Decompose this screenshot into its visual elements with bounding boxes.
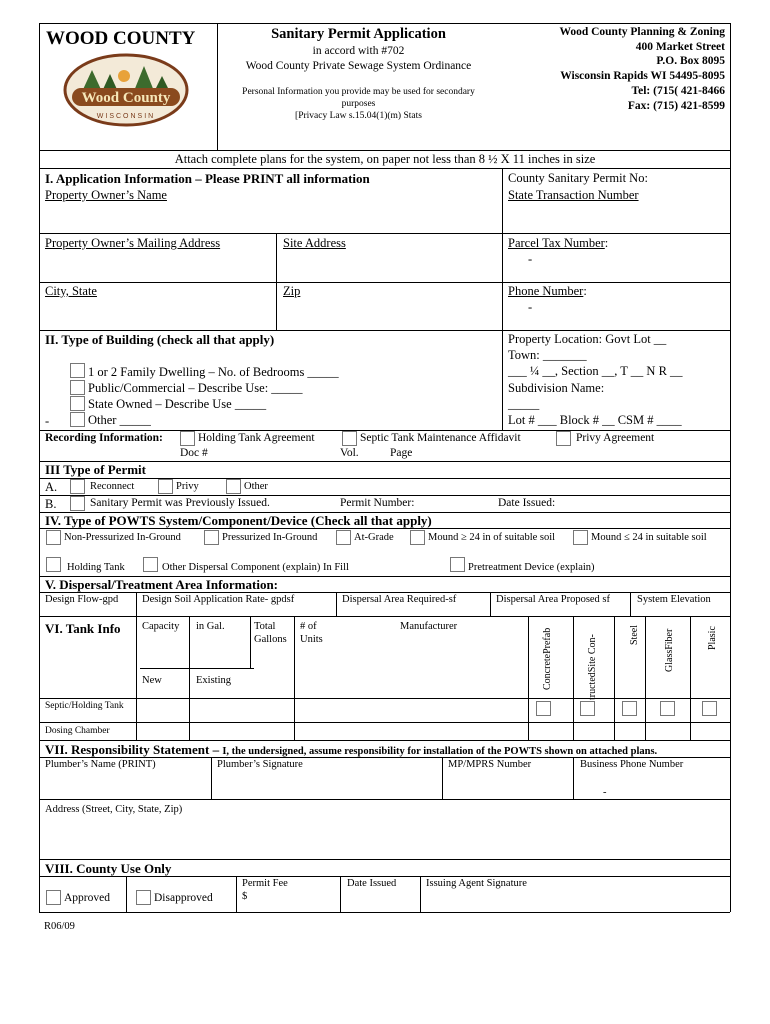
date-issued-county-label[interactable]: Date Issued — [347, 878, 397, 889]
building-type-3-label: State Owned – Describe Use _____ — [88, 397, 267, 411]
permit-fee-dollar: $ — [242, 891, 248, 902]
other-dispersal-checkbox[interactable] — [143, 557, 158, 572]
disapproved-label: Disapproved — [154, 892, 213, 904]
area-required-label[interactable]: Dispersal Area Required-sf — [342, 594, 457, 605]
septic-holding-row-label: Septic/Holding Tank — [45, 701, 124, 711]
privy-label: Privy — [176, 481, 199, 492]
address-line-4: Wisconsin Rapids WI 54495-8095 — [560, 70, 725, 82]
zip-label[interactable]: Zip — [283, 284, 301, 298]
plumber-signature-label[interactable]: Plumber’s Signature — [217, 759, 303, 770]
total-label-2: Gallons — [254, 634, 287, 645]
section-1-heading: I. Application Information – Please PRINT all information — [45, 171, 370, 186]
section-3-heading: III Type of Permit — [45, 462, 146, 477]
permit-fee-label[interactable]: Permit Fee — [242, 878, 288, 889]
other-dispersal-label: Other Dispersal Component (explain) In Fill — [162, 562, 349, 573]
new-label: New — [142, 675, 162, 686]
plumber-address-label[interactable]: Address (Street, City, State, Zip) — [45, 804, 183, 815]
steel-septic-checkbox[interactable] — [622, 701, 637, 716]
existing-label: Existing — [196, 675, 232, 686]
privacy-note-1: Personal Information you provide may be used for secondary — [242, 87, 475, 97]
city-state-label[interactable]: City, State — [45, 284, 97, 298]
reconnect-label: Reconnect — [90, 481, 135, 492]
material-site-constructed: tructedSite Con- — [587, 634, 598, 700]
section-4-heading: IV. Type of POWTS System/Component/Device (Check all that apply) — [45, 513, 432, 528]
property-location-2: Town: _______ — [508, 348, 587, 362]
building-type-1-checkbox[interactable] — [70, 363, 85, 378]
holding-tank-checkbox[interactable] — [46, 557, 61, 572]
permit-number-label[interactable]: Permit Number: — [340, 497, 415, 509]
non-pressurized-checkbox[interactable] — [46, 530, 61, 545]
plastic-septic-checkbox[interactable] — [702, 701, 717, 716]
septic-affidavit-label: Septic Tank Maintenance Affidavit — [360, 432, 521, 444]
owner-name-label[interactable]: Property Owner’s Name — [45, 188, 167, 202]
permit-type-a: A. — [45, 480, 58, 494]
responsibility-statement: I, the undersigned, assume responsibility for installation of the POWTS shown on attached plans. — [222, 746, 658, 757]
pretreatment-label: Pretreatment Device (explain) — [468, 562, 595, 573]
address-line-5: Tel: (715( 421-8466 — [631, 85, 725, 97]
property-location-6: Lot # ___ Block # __ CSM # ____ — [508, 413, 682, 427]
county-name: WOOD COUNTY — [46, 28, 196, 49]
at-grade-checkbox[interactable] — [336, 530, 351, 545]
section-8-heading: VIII. County Use Only — [45, 861, 172, 876]
business-phone-label[interactable]: Business Phone Number — [580, 759, 684, 770]
previously-issued-checkbox[interactable] — [70, 496, 85, 511]
soil-application-label[interactable]: Design Soil Application Rate- gpdsf — [142, 594, 295, 605]
pressurized-checkbox[interactable] — [204, 530, 219, 545]
section-2-heading: II. Type of Building (check all that apply) — [45, 332, 275, 347]
system-elevation-label[interactable]: System Elevation — [637, 594, 711, 605]
revision-code: R06/09 — [44, 921, 75, 932]
previously-issued-label: Sanitary Permit was Previously Issued. — [90, 497, 270, 509]
recording-info-label: Recording Information: — [45, 432, 163, 444]
fiberglass-septic-checkbox[interactable] — [660, 701, 675, 716]
mound-le24-checkbox[interactable] — [573, 530, 588, 545]
building-dash: - — [45, 414, 50, 428]
material-concrete-prefab: ConcretePrefab — [542, 627, 553, 690]
pressurized-label: Pressurized In-Ground — [222, 532, 318, 543]
doc-number-label: Doc # — [180, 447, 208, 459]
concrete-septic-checkbox[interactable] — [536, 701, 551, 716]
parcel-tax-colon: : — [604, 236, 609, 250]
permit-type-b: B. — [45, 497, 57, 511]
state-transaction-label[interactable]: State Transaction Number — [508, 188, 639, 202]
parcel-tax-dash: - — [528, 252, 533, 266]
building-type-1-label: 1 or 2 Family Dwelling – No. of Bedrooms _____ — [88, 365, 339, 379]
issuing-agent-label[interactable]: Issuing Agent Signature — [426, 878, 527, 889]
privy-checkbox[interactable] — [158, 479, 173, 494]
form-subtitle-2: Wood County Private Sewage System Ordinance — [245, 60, 472, 72]
capacity-label: Capacity — [142, 621, 180, 632]
area-proposed-label[interactable]: Dispersal Area Proposed sf — [496, 594, 611, 605]
manufacturer-label: Manufacturer — [400, 621, 458, 632]
total-label-1: Total — [254, 621, 276, 632]
material-fiberglass: GlassFiber — [664, 628, 675, 672]
section-7-heading: VII. Responsibility Statement – — [45, 742, 220, 757]
at-grade-label: At-Grade — [354, 532, 394, 543]
date-issued-label[interactable]: Date Issued: — [498, 497, 556, 509]
property-location-5: _____ — [508, 397, 540, 411]
mound-ge24-label: Mound ≥ 24 in of suitable soil — [428, 532, 556, 543]
mailing-address-label[interactable]: Property Owner’s Mailing Address — [45, 236, 221, 250]
reconnect-checkbox[interactable] — [70, 479, 85, 494]
county-permit-label[interactable]: County Sanitary Permit No: — [508, 171, 648, 185]
material-steel: Steel — [629, 625, 640, 645]
approved-checkbox[interactable] — [46, 890, 61, 905]
form-title: Sanitary Permit Application — [271, 26, 446, 42]
privy-agreement-checkbox[interactable] — [556, 431, 571, 446]
design-flow-label[interactable]: Design Flow-gpd — [45, 594, 119, 605]
page-label: Page — [390, 447, 413, 459]
building-type-2-checkbox[interactable] — [70, 380, 85, 395]
other-permit-checkbox[interactable] — [226, 479, 241, 494]
vol-label: Vol. — [340, 447, 359, 459]
privacy-note-2: purposes — [341, 99, 376, 109]
units-label-1: # of — [300, 621, 317, 632]
property-location-1: Property Location: Govt Lot __ — [508, 332, 667, 346]
section-5-heading: V. Dispersal/Treatment Area Information: — [45, 577, 279, 592]
address-line-1: Wood County Planning & Zoning — [559, 26, 725, 38]
address-line-2: 400 Market Street — [635, 41, 725, 53]
building-type-4-checkbox[interactable] — [70, 412, 85, 427]
privy-agreement-label: Privy Agreement — [576, 432, 655, 444]
parcel-tax-label[interactable]: Parcel Tax Number — [508, 236, 605, 250]
pretreatment-checkbox[interactable] — [450, 557, 465, 572]
wood-county-logo — [62, 52, 190, 128]
address-line-3: P.O. Box 8095 — [656, 55, 725, 67]
section-6-heading: VI. Tank Info — [45, 621, 121, 636]
privacy-note-3: [Privacy Law s.15.04(1)(m) Stats — [295, 111, 422, 121]
property-location-4: Subdivision Name: — [508, 381, 605, 395]
disapproved-checkbox[interactable] — [136, 890, 151, 905]
site-septic-checkbox[interactable] — [580, 701, 595, 716]
site-address-label[interactable]: Site Address — [283, 236, 346, 250]
phone-label[interactable]: Phone Number — [508, 284, 584, 298]
address-line-6: Fax: (715) 421-8599 — [627, 100, 725, 112]
building-type-3-checkbox[interactable] — [70, 396, 85, 411]
property-location-3: ___ ¼ __, Section __, T __ N R __ — [508, 364, 683, 378]
mp-number-label[interactable]: MP/MPRS Number — [448, 759, 532, 770]
phone-colon: : — [583, 284, 587, 298]
holding-tank-label: Holding Tank — [67, 562, 125, 573]
logo-subtext: WISCONSIN — [96, 113, 156, 120]
other-permit-label: Other — [244, 481, 268, 492]
mound-ge24-checkbox[interactable] — [410, 530, 425, 545]
building-type-4-label: Other _____ — [88, 413, 151, 427]
in-gal-label: in Gal. — [196, 621, 225, 632]
units-label-2: Units — [300, 634, 323, 645]
attach-plans-note: Attach complete plans for the system, on paper not less than 8 ½ X 11 inches in size — [174, 152, 596, 166]
form-subtitle-1: in accord with #702 — [312, 45, 405, 57]
material-plastic: Plasic — [707, 626, 718, 650]
building-type-2-label: Public/Commercial – Describe Use: _____ — [88, 381, 303, 395]
holding-tank-agreement-checkbox[interactable] — [180, 431, 195, 446]
holding-tank-agreement-label: Holding Tank Agreement — [198, 432, 315, 444]
plumber-name-label[interactable]: Plumber’s Name (PRINT) — [45, 759, 156, 770]
logo-text: Wood County — [81, 90, 171, 106]
mound-le24-label: Mound ≤ 24 in suitable soil — [591, 532, 707, 543]
phone-dash: - — [528, 300, 533, 314]
dosing-chamber-row-label: Dosing Chamber — [45, 726, 110, 736]
approved-label: Approved — [64, 892, 110, 904]
septic-affidavit-checkbox[interactable] — [342, 431, 357, 446]
non-pressurized-label: Non-Pressurized In-Ground — [64, 532, 181, 543]
business-phone-dash: - — [603, 787, 607, 798]
